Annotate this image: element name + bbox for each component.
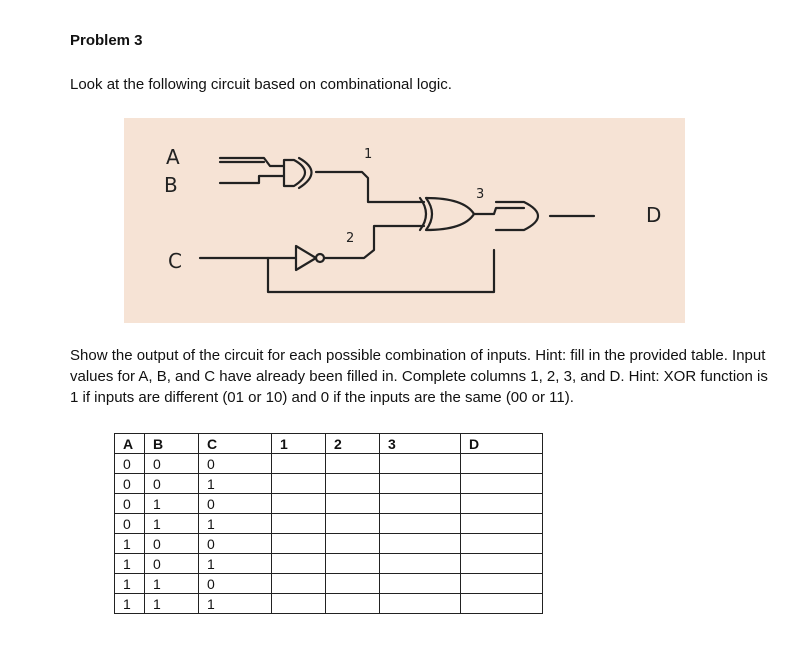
- header-1: 1: [272, 434, 326, 454]
- cell-d[interactable]: [461, 534, 543, 554]
- table-row: [115, 594, 543, 614]
- gate-d-and: [496, 202, 538, 230]
- cell-3[interactable]: [380, 594, 461, 614]
- truth-table: [114, 433, 543, 614]
- cell-2[interactable]: [326, 574, 380, 594]
- cell-c: 0: [199, 534, 272, 554]
- cell-b: 1: [145, 574, 199, 594]
- cell-2[interactable]: [326, 514, 380, 534]
- cell-c: 1: [199, 554, 272, 574]
- cell-d[interactable]: [461, 554, 543, 574]
- header-2: 2: [326, 434, 380, 454]
- cell-c: 0: [199, 574, 272, 594]
- cell-2[interactable]: [326, 594, 380, 614]
- cell-3[interactable]: [380, 554, 461, 574]
- cell-2[interactable]: [326, 454, 380, 474]
- cell-b: 1: [145, 594, 199, 614]
- wire-1: [316, 172, 424, 202]
- cell-2[interactable]: [326, 554, 380, 574]
- table-row: [115, 474, 543, 494]
- cell-2[interactable]: [326, 474, 380, 494]
- cell-d[interactable]: [461, 574, 543, 594]
- cell-3[interactable]: [380, 474, 461, 494]
- cell-3[interactable]: [380, 514, 461, 534]
- cell-b: 1: [145, 514, 199, 534]
- wire-2: [324, 226, 424, 258]
- cell-a: 1: [115, 534, 145, 554]
- cell-a: 1: [115, 554, 145, 574]
- label-b: B: [164, 173, 178, 197]
- cell-3[interactable]: [380, 454, 461, 474]
- instructions-text: Show the output of the circuit for each possible combination of inputs. Hint: fill in the provided table. Input values for A, B, and C have already been filled in. Complete columns 1, 2, 3, and D. Hint: XOR function is 1 if inputs are different (01 or 10) and 0 if the inputs are the same (00 or 11).: [70, 347, 768, 406]
- cell-d[interactable]: [461, 594, 543, 614]
- cell-a: 0: [115, 514, 145, 534]
- cell-a: 1: [115, 574, 145, 594]
- not-bubble: [316, 254, 324, 262]
- cell-c: 1: [199, 474, 272, 494]
- table-row: [115, 454, 543, 474]
- cell-d[interactable]: [461, 514, 543, 534]
- header-b: B: [145, 434, 199, 454]
- gate-not: [296, 246, 316, 270]
- cell-d[interactable]: [461, 454, 543, 474]
- cell-b: 0: [145, 454, 199, 474]
- cell-b: 0: [145, 554, 199, 574]
- cell-3[interactable]: [380, 494, 461, 514]
- cell-1[interactable]: [272, 494, 326, 514]
- cell-c: 0: [199, 454, 272, 474]
- gate-1-and: [284, 160, 305, 186]
- node-1-label: 1: [364, 147, 373, 162]
- table-header-row: [115, 434, 543, 454]
- circuit-diagram: [124, 118, 685, 323]
- table-row: [115, 494, 543, 514]
- cell-d[interactable]: [461, 494, 543, 514]
- header-c: C: [199, 434, 272, 454]
- header-a: A: [115, 434, 145, 454]
- cell-1[interactable]: [272, 594, 326, 614]
- node-3-label: 3: [476, 187, 485, 202]
- cell-d[interactable]: [461, 474, 543, 494]
- gate-3-xor: [426, 198, 474, 230]
- cell-1[interactable]: [272, 554, 326, 574]
- header-d: D: [461, 434, 543, 454]
- cell-1[interactable]: [272, 574, 326, 594]
- header-3: 3: [380, 434, 461, 454]
- cell-1[interactable]: [272, 454, 326, 474]
- problem-title: Problem 3: [70, 32, 143, 49]
- wire-3: [474, 208, 524, 214]
- cell-1[interactable]: [272, 514, 326, 534]
- table-row: [115, 554, 543, 574]
- cell-b: 0: [145, 534, 199, 554]
- intro-text: Look at the following circuit based on combinational logic.: [70, 76, 452, 93]
- table-row: [115, 514, 543, 534]
- cell-1[interactable]: [272, 534, 326, 554]
- cell-a: 0: [115, 454, 145, 474]
- table-row: [115, 534, 543, 554]
- cell-c: 1: [199, 594, 272, 614]
- label-d: D: [646, 203, 662, 227]
- wire-c-branch: [268, 250, 494, 292]
- cell-3[interactable]: [380, 534, 461, 554]
- cell-c: 0: [199, 494, 272, 514]
- cell-2[interactable]: [326, 534, 380, 554]
- cell-2[interactable]: [326, 494, 380, 514]
- node-2-label: 2: [346, 231, 355, 246]
- cell-3[interactable]: [380, 574, 461, 594]
- cell-1[interactable]: [272, 474, 326, 494]
- cell-b: 1: [145, 494, 199, 514]
- table-row: [115, 574, 543, 594]
- label-c: C: [168, 249, 182, 273]
- cell-c: 1: [199, 514, 272, 534]
- cell-a: 0: [115, 474, 145, 494]
- wire-b: [220, 176, 284, 183]
- label-a: A: [166, 145, 180, 169]
- circuit-photo: [124, 118, 685, 323]
- cell-a: 0: [115, 494, 145, 514]
- cell-a: 1: [115, 594, 145, 614]
- cell-b: 0: [145, 474, 199, 494]
